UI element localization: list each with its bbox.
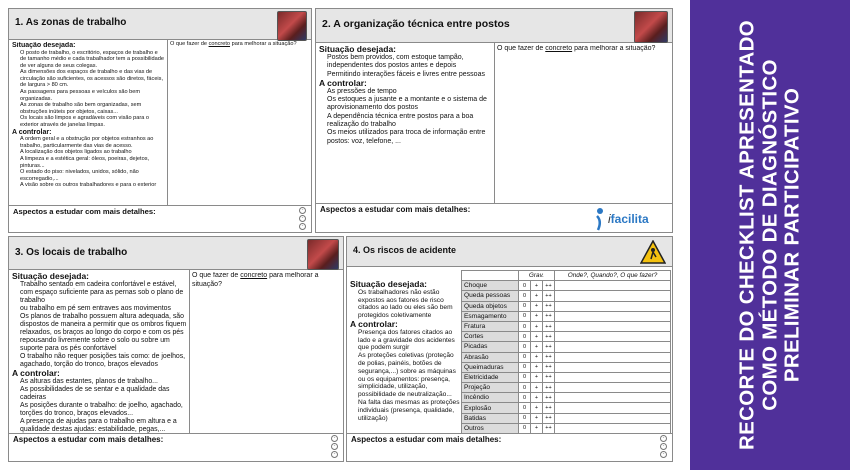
gravity-cell[interactable]: +	[531, 423, 543, 433]
risk-row	[462, 321, 671, 331]
grav-header: Grav.	[519, 271, 555, 281]
gravity-cell[interactable]: ++	[543, 393, 555, 403]
gravity-cell[interactable]: ++	[543, 372, 555, 382]
gravity-cell[interactable]: +	[531, 301, 543, 311]
aspects-label: Aspectos a estudar com mais detalhes:	[351, 435, 502, 444]
gravity-cell[interactable]: 0	[519, 352, 531, 362]
control-label: A controlar:	[12, 128, 52, 136]
control-label: A controlar:	[350, 318, 398, 329]
panel-header	[347, 237, 672, 267]
action-question[interactable]	[170, 41, 310, 61]
column-divider	[167, 40, 168, 205]
list-item: • Os estoques a jusante e a montante e o sistema de aprovisionamento dos postos	[327, 96, 494, 113]
risk-row	[462, 291, 671, 301]
gravity-cell[interactable]: +	[531, 413, 543, 423]
aspects-label: Aspectos a estudar com mais detalhes:	[13, 207, 156, 216]
notes-cell[interactable]	[555, 383, 671, 393]
panel-workplaces	[8, 236, 344, 462]
gravity-cell[interactable]: +	[531, 291, 543, 301]
risk-name: Outros	[462, 423, 519, 433]
question-text: para melhorar a situação?	[192, 272, 319, 288]
circle-arrow-icon[interactable]: ◦	[331, 443, 338, 450]
circle-arrow-icon[interactable]: ◦	[331, 435, 338, 442]
title-banner	[690, 0, 850, 470]
risk-name: Picadas	[462, 342, 519, 352]
situation-list	[12, 50, 164, 129]
gravity-cell[interactable]: +	[531, 383, 543, 393]
list-item: • Os trabalhadores não estão expostos aos fatores de risco citados ao lado ou eles são bem protegidos coletivamente	[358, 289, 460, 320]
risk-header	[462, 271, 519, 281]
notes-cell[interactable]	[555, 403, 671, 413]
list-item: • A visão sobre os outros trabalhadores e para o exterior	[20, 182, 164, 189]
aspects-label: Aspectos a estudar com mais detalhes:	[13, 435, 164, 444]
gravity-cell[interactable]: 0	[519, 281, 531, 291]
gravity-cell[interactable]: 0	[519, 301, 531, 311]
gravity-cell[interactable]: +	[531, 342, 543, 352]
question-text: para melhorar a situação?	[572, 45, 656, 52]
risk-row	[462, 342, 671, 352]
question-emphasis: concreto	[208, 41, 231, 47]
gravity-cell[interactable]: +	[531, 281, 543, 291]
risk-name: Fratura	[462, 321, 519, 331]
risk-name: Queda pessoas	[462, 291, 519, 301]
notes-cell[interactable]	[555, 372, 671, 382]
gravity-cell[interactable]: ++	[543, 281, 555, 291]
list-item: • Na falta das mesmas as proteções individuais (presença, qualidade, utilização)	[358, 399, 460, 422]
risk-name: Queimaduras	[462, 362, 519, 372]
list-item: • O estado do piso: nivelados, unidos, sólido, não escorregadio,...	[20, 169, 164, 182]
control-list	[350, 329, 460, 423]
risk-row	[462, 352, 671, 362]
list-item: • Os meios utilizados para troca de informação entre postos: voz, telefone, ...	[327, 129, 494, 146]
notes-cell[interactable]	[555, 301, 671, 311]
gravity-cell[interactable]: ++	[543, 291, 555, 301]
list-item: • As alturas das estantes, planos de trabalho...	[20, 378, 187, 386]
gravity-cell[interactable]: ++	[543, 362, 555, 372]
risk-name: Esmagamento	[462, 311, 519, 321]
situation-list	[12, 281, 187, 369]
situation-column	[319, 45, 494, 205]
banner-title: RECORTE DO CHECKLIST APRESENTADO COMO MÉTODO DE DIAGNÓSTICO PRELIMINAR PARTICIPATIVO	[735, 20, 804, 450]
row-divider	[9, 433, 343, 434]
list-item: • Os planos de trabalho possuem altura adequada, são dispostos de maneira a permitir que os ombros fiquem relaxados, os braços ao longo do corpo e com os pés repousando livremente sobre o solo ou sobre um suporte para os pés confortável	[20, 313, 187, 353]
risk-row	[462, 393, 671, 403]
gravity-cell[interactable]: +	[531, 362, 543, 372]
risk-row	[462, 281, 671, 291]
risk-row	[462, 372, 671, 382]
panel-header	[9, 237, 343, 270]
notes-cell[interactable]	[555, 393, 671, 403]
logo-text	[608, 212, 649, 226]
list-item: • Trabalho sentado em cadeira confortável e estável, com espaço suficiente para as pernas sob o plano de trabalho	[20, 281, 187, 305]
situation-list	[350, 289, 460, 320]
gravity-cell[interactable]: 0	[519, 321, 531, 331]
gravity-cell[interactable]: 0	[519, 403, 531, 413]
gravity-cell[interactable]: ++	[543, 311, 555, 321]
row-divider	[9, 205, 311, 206]
notes-cell[interactable]	[555, 362, 671, 372]
situation-column	[350, 280, 460, 432]
list-item: • O trabalho não requer posições tais como: de joelhos, agachado, torção do tronco, braços elevados	[20, 353, 187, 369]
gravity-cell[interactable]: ++	[543, 321, 555, 331]
gravity-cell[interactable]: 0	[519, 362, 531, 372]
risk-name: Explosão	[462, 403, 519, 413]
gravity-cell[interactable]: +	[531, 332, 543, 342]
gravity-cell[interactable]: ++	[543, 342, 555, 352]
risk-name: Queda objetos	[462, 301, 519, 311]
gravity-cell[interactable]: +	[531, 372, 543, 382]
risk-row	[462, 403, 671, 413]
notes-cell[interactable]	[555, 342, 671, 352]
column-divider	[494, 43, 495, 203]
panel-header	[9, 9, 311, 40]
list-item: • As proteções coletivas (proteção de polias, painéis, botões de segurança,...) sobre as máquinas ou os equipamentos: presença, simplicidade, utilização, possibilidade de neutralização...	[358, 352, 460, 399]
circle-arrow-icon[interactable]: ◦	[299, 223, 306, 230]
logo-mark-icon	[596, 207, 604, 231]
situation-column	[12, 42, 164, 205]
question-emphasis: concreto	[240, 272, 268, 279]
row-divider	[316, 203, 672, 204]
logo-name: facilita	[610, 212, 649, 226]
risk-row	[462, 383, 671, 393]
risk-row	[462, 413, 671, 423]
gravity-cell[interactable]: ++	[543, 383, 555, 393]
risk-table-body	[462, 281, 671, 434]
control-label: A controlar:	[319, 77, 367, 88]
gravity-cell[interactable]: +	[531, 352, 543, 362]
circle-arrow-icon[interactable]: ◦	[660, 451, 667, 458]
list-item: • ou trabalho em pé sem entraves aos movimentos	[20, 305, 187, 313]
gravity-cell[interactable]: +	[531, 321, 543, 331]
list-item: • O posto de trabalho, o escritório, espaços de trabalho e de tamanho médio e cada trabalhador tem a possibilidade de ver alguns de seus colegas.	[20, 50, 164, 70]
circle-arrow-icon[interactable]: ◦	[660, 435, 667, 442]
gravity-cell[interactable]: 0	[519, 393, 531, 403]
risk-name: Abrasão	[462, 352, 519, 362]
control-list	[319, 88, 494, 146]
workplace-photo	[277, 11, 307, 41]
list-item: • A dependência técnica entre postos para a boa realização do trabalho	[327, 113, 494, 130]
gravity-cell[interactable]: ++	[543, 413, 555, 423]
notes-cell[interactable]	[555, 352, 671, 362]
panel-technical-organization	[315, 8, 673, 233]
row-buttons	[660, 435, 669, 458]
risk-name: Cortes	[462, 332, 519, 342]
panel-work-zones	[8, 8, 312, 233]
what-header: Onde?, Quando?, O que fazer?	[555, 271, 671, 281]
row-divider	[347, 433, 672, 434]
row-buttons	[331, 435, 340, 458]
panel-header	[316, 9, 672, 43]
panel-title: 4. Os riscos de acidente	[353, 245, 457, 255]
logo-prefix: i	[608, 212, 611, 226]
action-question[interactable]	[192, 272, 342, 292]
question-text: O que fazer de	[170, 41, 209, 47]
circle-arrow-icon[interactable]: ◦	[660, 443, 667, 450]
situation-label: Situação desejada:	[319, 45, 397, 54]
risk-row	[462, 301, 671, 311]
list-item: • As pressões de tempo	[327, 88, 494, 96]
notes-cell[interactable]	[555, 423, 671, 433]
control-list	[12, 136, 164, 189]
gravity-cell[interactable]: ++	[543, 423, 555, 433]
control-label: A controlar:	[12, 367, 60, 378]
situation-column	[12, 272, 187, 433]
question-text: O que fazer de	[192, 272, 241, 279]
list-item: • Presença dos fatores citados ao lado e a gravidade dos acidentes que podem surgir	[358, 329, 460, 352]
list-item: • Permitindo interações fáceis e livres entre pessoas	[327, 71, 494, 79]
panel-title: 1. As zonas de trabalho	[15, 17, 127, 28]
risk-name: Projeção	[462, 383, 519, 393]
warning-triangle-icon	[640, 240, 666, 264]
ifacilita-logo	[596, 205, 686, 233]
risk-row	[462, 332, 671, 342]
risk-row	[462, 362, 671, 372]
risk-name: Eletricidade	[462, 372, 519, 382]
gravity-cell[interactable]: 0	[519, 383, 531, 393]
gravity-cell[interactable]: ++	[543, 352, 555, 362]
notes-cell[interactable]	[555, 291, 671, 301]
question-text: O que fazer de	[497, 45, 546, 52]
circle-arrow-icon[interactable]: ◦	[299, 207, 306, 214]
situation-label: Situação desejada:	[12, 42, 76, 49]
gravity-cell[interactable]: ++	[543, 301, 555, 311]
list-item: • A presença de ajudas para o trabalho em altura e a qualidade destas ajudas: estabilidade, pegas,...	[20, 418, 187, 433]
list-item: • As posições durante o trabalho: de joelho, agachado, torções do tronco, braços elevados...	[20, 402, 187, 418]
action-question[interactable]	[497, 45, 672, 65]
gravity-cell[interactable]: +	[531, 393, 543, 403]
gravity-cell[interactable]: +	[531, 311, 543, 321]
panel-accident-risks	[346, 236, 673, 462]
workplace-photo	[307, 239, 339, 270]
aspects-label: Aspectos a estudar com mais detalhes:	[320, 205, 471, 214]
list-item: • A limpeza e a estética geral: óleos, poeiras, dejetos, pinturas...	[20, 156, 164, 169]
list-item: • Os locais são limpos e agradáveis com visão para o exterior através de janelas limpas.	[20, 115, 164, 128]
situation-label: Situação desejada:	[12, 272, 90, 281]
list-item: • As dimensões dos espaços de trabalho e das vias de circulação são suficientes, os acessos são diretos, fáceis, de largura > 80 cm.	[20, 69, 164, 89]
risk-name: Incêndio	[462, 393, 519, 403]
question-text: para melhorar a situação?	[230, 41, 297, 47]
row-buttons	[299, 207, 308, 230]
notes-cell[interactable]	[555, 332, 671, 342]
column-divider	[189, 270, 190, 433]
table-header-row	[462, 271, 671, 281]
notes-cell[interactable]	[555, 281, 671, 291]
situation-label: Situação desejada:	[350, 280, 428, 289]
gravity-cell[interactable]: 0	[519, 291, 531, 301]
gravity-cell[interactable]: ++	[543, 403, 555, 413]
gravity-cell[interactable]: 0	[519, 311, 531, 321]
gravity-cell[interactable]: 0	[519, 342, 531, 352]
situation-list	[319, 54, 494, 79]
gravity-cell[interactable]: 0	[519, 423, 531, 433]
notes-cell[interactable]	[555, 413, 671, 423]
risk-row	[462, 423, 671, 433]
risk-name: Batidas	[462, 413, 519, 423]
control-list	[12, 378, 187, 433]
notes-cell[interactable]	[555, 321, 671, 331]
circle-arrow-icon[interactable]: ◦	[299, 215, 306, 222]
gravity-cell[interactable]: 0	[519, 332, 531, 342]
list-item: • A localização dos objetos ligados ao trabalho	[20, 149, 164, 156]
list-item: • A ordem geral e a obstrução por objetos estranhos ao trabalho, particularmente das vias de acesso.	[20, 136, 164, 149]
list-item: • As zonas de trabalho são bem organizadas, sem obstruções inúteis por objetos, caixas...	[20, 102, 164, 115]
list-item: • As possibilidades de se sentar e a qualidade das cadeiras	[20, 386, 187, 402]
panel-title: 3. Os locais de trabalho	[15, 247, 128, 258]
risk-table	[461, 270, 671, 434]
gravity-cell[interactable]: ++	[543, 332, 555, 342]
list-item: • Postos bem providos, com estoque tampão, independentes dos postos antes e depois	[327, 54, 494, 71]
circle-arrow-icon[interactable]: ◦	[331, 451, 338, 458]
gravity-cell[interactable]: +	[531, 403, 543, 413]
notes-cell[interactable]	[555, 311, 671, 321]
gravity-cell[interactable]: 0	[519, 372, 531, 382]
risk-name: Choque	[462, 281, 519, 291]
panel-title: 2. A organização técnica entre postos	[322, 18, 510, 30]
gravity-cell[interactable]: 0	[519, 413, 531, 423]
question-emphasis: concreto	[545, 45, 573, 52]
list-item: • As passagens para pessoas e veículos são bem organizadas.	[20, 89, 164, 102]
workplace-photo	[634, 11, 668, 43]
risk-row	[462, 311, 671, 321]
